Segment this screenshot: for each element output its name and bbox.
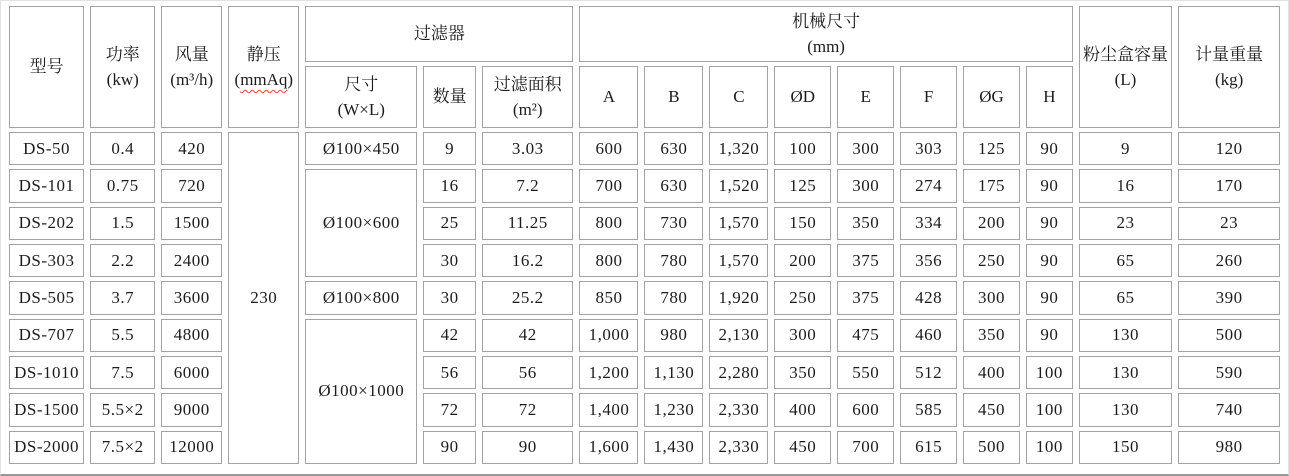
cell-h: 90: [1026, 169, 1073, 202]
cell-qty: 72: [423, 393, 476, 426]
cell-airflow: 3600: [161, 281, 222, 314]
header-dim-c: C: [709, 66, 768, 128]
cell-b: 1,230: [644, 393, 703, 426]
header-power: [90, 6, 155, 128]
cell-od: 100: [774, 132, 831, 165]
cell-weight: 120: [1178, 132, 1280, 165]
cell-h: 90: [1026, 281, 1073, 314]
cell-qty: 90: [423, 431, 476, 464]
cell-dust: 150: [1079, 431, 1173, 464]
cell-area: 7.2: [482, 169, 573, 202]
cell-c: 2,130: [709, 319, 768, 352]
cell-c: 2,280: [709, 356, 768, 389]
cell-e: 600: [837, 393, 894, 426]
cell-a: 1,600: [579, 431, 638, 464]
cell-model: DS-101: [9, 169, 84, 202]
header-static-pressure-unit: [231, 67, 296, 93]
cell-model: DS-707: [9, 319, 84, 352]
cell-airflow: 1500: [161, 207, 222, 240]
cell-qty: 16: [423, 169, 476, 202]
cell-b: 730: [644, 207, 703, 240]
header-airflow-label: 风量: [174, 44, 209, 64]
cell-power: 7.5×2: [90, 431, 155, 464]
header-weight-label: 计量重量: [1195, 44, 1264, 64]
header-filter-qty-label: 数量: [432, 87, 467, 107]
cell-filter-size: Ø100×450: [305, 132, 417, 165]
cell-od: 150: [774, 207, 831, 240]
cell-model: DS-1010: [9, 356, 84, 389]
cell-c: 2,330: [709, 431, 768, 464]
cell-og: 200: [963, 207, 1020, 240]
cell-qty: 30: [423, 244, 476, 277]
cell-f: 334: [900, 207, 957, 240]
cell-power: 1.5: [90, 207, 155, 240]
table-row: [9, 319, 1280, 352]
cell-a: 800: [579, 244, 638, 277]
header-dim-b: B: [644, 66, 703, 128]
cell-area: 90: [482, 431, 573, 464]
cell-static-pressure: 230: [228, 132, 299, 464]
header-filter-group: [305, 6, 573, 62]
header-dust-box-unit: (L): [1114, 70, 1137, 89]
cell-area: 56: [482, 356, 573, 389]
cell-airflow: 4800: [161, 319, 222, 352]
cell-dust: 130: [1079, 319, 1173, 352]
cell-area: 16.2: [482, 244, 573, 277]
cell-og: 500: [963, 431, 1020, 464]
cell-a: 700: [579, 169, 638, 202]
cell-power: 5.5×2: [90, 393, 155, 426]
header-filter-area-unit: (m²): [512, 100, 543, 119]
cell-filter-size: Ø100×800: [305, 281, 417, 314]
cell-dust: 16: [1079, 169, 1173, 202]
header-dim-e: E: [837, 66, 894, 128]
cell-model: DS-50: [9, 132, 84, 165]
cell-b: 780: [644, 244, 703, 277]
header-row-1: [9, 6, 1280, 62]
cell-weight: 590: [1178, 356, 1280, 389]
cell-dust: 130: [1079, 356, 1173, 389]
header-dim-a: A: [579, 66, 638, 128]
header-filter-qty: [423, 66, 476, 128]
cell-area: 25.2: [482, 281, 573, 314]
cell-model: DS-1500: [9, 393, 84, 426]
cell-weight: 740: [1178, 393, 1280, 426]
cell-a: 1,000: [579, 319, 638, 352]
header-static-pressure: [228, 6, 299, 128]
cell-power: 7.5: [90, 356, 155, 389]
cell-dust: 9: [1079, 132, 1173, 165]
cell-area: 42: [482, 319, 573, 352]
cell-area: 72: [482, 393, 573, 426]
cell-og: 125: [963, 132, 1020, 165]
header-static-pressure-label: 静压: [246, 44, 281, 64]
cell-airflow: 2400: [161, 244, 222, 277]
cell-f: 512: [900, 356, 957, 389]
cell-weight: 980: [1178, 431, 1280, 464]
cell-power: 5.5: [90, 319, 155, 352]
cell-og: 300: [963, 281, 1020, 314]
cell-model: DS-303: [9, 244, 84, 277]
cell-f: 428: [900, 281, 957, 314]
cell-power: 0.75: [90, 169, 155, 202]
cell-weight: 260: [1178, 244, 1280, 277]
table-row: [9, 356, 1280, 389]
cell-h: 100: [1026, 431, 1073, 464]
cell-qty: 56: [423, 356, 476, 389]
cell-a: 1,200: [579, 356, 638, 389]
table-row: [9, 244, 1280, 277]
header-weight: [1178, 6, 1280, 128]
cell-a: 600: [579, 132, 638, 165]
cell-c: 1,570: [709, 244, 768, 277]
cell-e: 300: [837, 169, 894, 202]
cell-dust: 65: [1079, 281, 1173, 314]
cell-b: 1,130: [644, 356, 703, 389]
cell-od: 400: [774, 393, 831, 426]
cell-qty: 30: [423, 281, 476, 314]
header-mech-group: [579, 6, 1072, 62]
static-pressure-unit-text: mmAq: [240, 70, 288, 89]
table-row: [9, 431, 1280, 464]
cell-e: 475: [837, 319, 894, 352]
cell-airflow: 12000: [161, 431, 222, 464]
cell-h: 90: [1026, 319, 1073, 352]
cell-f: 356: [900, 244, 957, 277]
table-row: [9, 207, 1280, 240]
dust-collector-spec-table: [3, 2, 1286, 468]
cell-og: 450: [963, 393, 1020, 426]
cell-h: 90: [1026, 132, 1073, 165]
cell-a: 800: [579, 207, 638, 240]
cell-dust: 130: [1079, 393, 1173, 426]
cell-c: 1,920: [709, 281, 768, 314]
header-airflow-unit: (m³/h): [170, 70, 214, 89]
header-dim-od: ØD: [774, 66, 831, 128]
cell-f: 585: [900, 393, 957, 426]
cell-weight: 23: [1178, 207, 1280, 240]
cell-e: 375: [837, 244, 894, 277]
cell-od: 200: [774, 244, 831, 277]
cell-e: 550: [837, 356, 894, 389]
cell-og: 350: [963, 319, 1020, 352]
cell-od: 250: [774, 281, 831, 314]
cell-og: 250: [963, 244, 1020, 277]
paren-close: ): [287, 70, 294, 89]
cell-og: 400: [963, 356, 1020, 389]
cell-power: 2.2: [90, 244, 155, 277]
cell-c: 1,570: [709, 207, 768, 240]
cell-h: 100: [1026, 393, 1073, 426]
cell-f: 460: [900, 319, 957, 352]
header-power-unit: (kw): [106, 70, 139, 89]
cell-b: 1,430: [644, 431, 703, 464]
cell-c: 2,330: [709, 393, 768, 426]
cell-power: 3.7: [90, 281, 155, 314]
cell-weight: 500: [1178, 319, 1280, 352]
header-dust-box: [1079, 6, 1173, 128]
table-row: [9, 393, 1280, 426]
cell-og: 175: [963, 169, 1020, 202]
cell-b: 780: [644, 281, 703, 314]
header-filter-size: [305, 66, 417, 128]
header-model: [9, 6, 84, 128]
cell-filter-size: Ø100×1000: [305, 319, 417, 464]
header-dim-og: ØG: [963, 66, 1020, 128]
cell-b: 630: [644, 132, 703, 165]
header-power-label: 功率: [105, 44, 140, 64]
cell-filter-size: Ø100×600: [305, 169, 417, 277]
header-weight-unit: (kg): [1214, 70, 1244, 89]
table-row: [9, 281, 1280, 314]
header-filter-size-unit: (W×L): [337, 100, 385, 119]
header-dim-f: F: [900, 66, 957, 128]
cell-airflow: 720: [161, 169, 222, 202]
header-dim-h: H: [1026, 66, 1073, 128]
cell-power: 0.4: [90, 132, 155, 165]
cell-c: 1,520: [709, 169, 768, 202]
cell-model: DS-505: [9, 281, 84, 314]
cell-b: 980: [644, 319, 703, 352]
cell-airflow: 9000: [161, 393, 222, 426]
cell-qty: 9: [423, 132, 476, 165]
cell-f: 303: [900, 132, 957, 165]
cell-f: 274: [900, 169, 957, 202]
table-row: [9, 132, 1280, 165]
cell-od: 450: [774, 431, 831, 464]
cell-weight: 390: [1178, 281, 1280, 314]
header-filter-area-label: 过滤面积: [493, 74, 562, 94]
header-mech-group-unit: (mm): [807, 37, 845, 56]
cell-h: 100: [1026, 356, 1073, 389]
cell-a: 850: [579, 281, 638, 314]
cell-e: 350: [837, 207, 894, 240]
cell-area: 11.25: [482, 207, 573, 240]
cell-od: 300: [774, 319, 831, 352]
cell-e: 700: [837, 431, 894, 464]
header-dust-box-label: 粉尘盒容量: [1082, 44, 1168, 64]
header-filter-group-label: 过滤器: [413, 24, 465, 44]
cell-dust: 23: [1079, 207, 1173, 240]
header-mech-group-label: 机械尺寸: [792, 11, 861, 31]
header-filter-size-label: 尺寸: [344, 74, 379, 94]
cell-dust: 65: [1079, 244, 1173, 277]
cell-qty: 42: [423, 319, 476, 352]
cell-area: 3.03: [482, 132, 573, 165]
cell-weight: 170: [1178, 169, 1280, 202]
cell-e: 300: [837, 132, 894, 165]
cell-od: 125: [774, 169, 831, 202]
cell-h: 90: [1026, 207, 1073, 240]
header-airflow: [161, 6, 222, 128]
cell-od: 350: [774, 356, 831, 389]
cell-e: 375: [837, 281, 894, 314]
cell-a: 1,400: [579, 393, 638, 426]
cell-model: DS-202: [9, 207, 84, 240]
cell-model: DS-2000: [9, 431, 84, 464]
header-model-label: 型号: [29, 57, 64, 77]
table-row: [9, 169, 1280, 202]
cell-c: 1,320: [709, 132, 768, 165]
cell-f: 615: [900, 431, 957, 464]
cell-h: 90: [1026, 244, 1073, 277]
cell-qty: 25: [423, 207, 476, 240]
cell-b: 630: [644, 169, 703, 202]
cell-airflow: 6000: [161, 356, 222, 389]
paren-open: (: [234, 70, 241, 89]
cell-airflow: 420: [161, 132, 222, 165]
header-filter-area: [482, 66, 573, 128]
